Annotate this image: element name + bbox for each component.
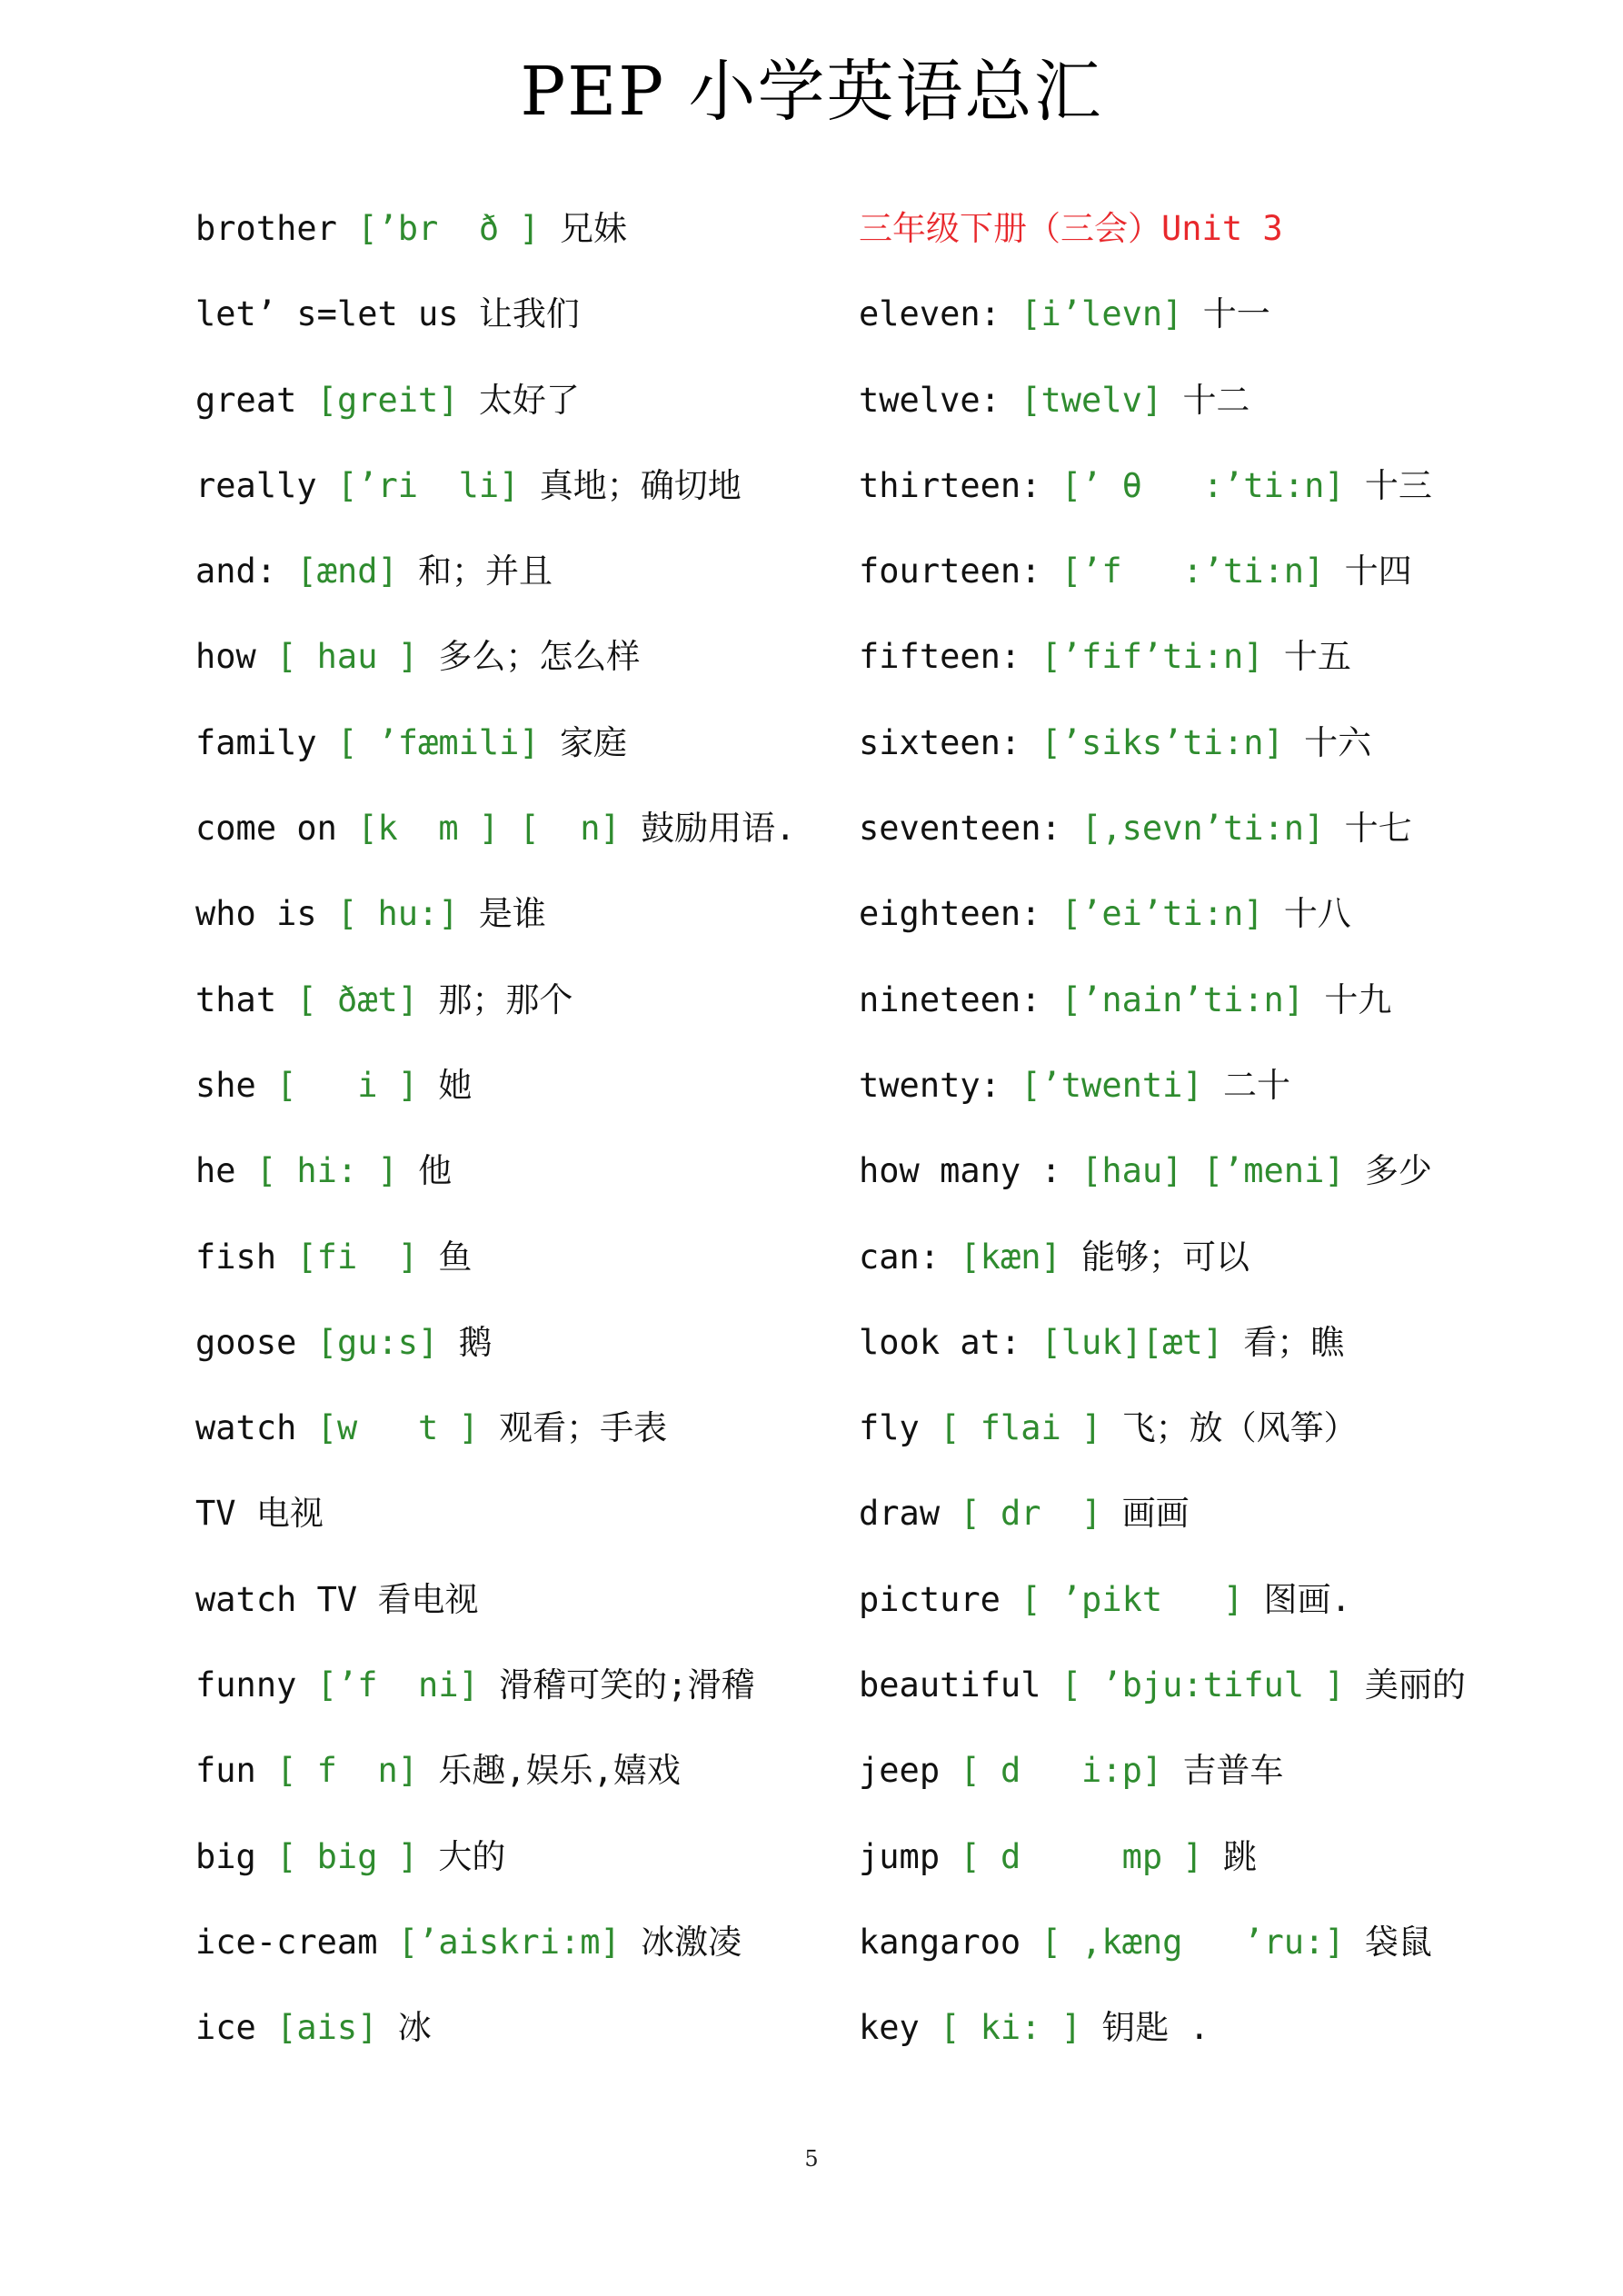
vocab-phonetic: [’f ni] [316, 1665, 479, 1705]
vocab-phonetic: [ ðæt] [296, 979, 419, 1019]
vocab-entry [195, 202, 850, 287]
vocab-entry [195, 1059, 850, 1144]
vocab-word: nineteen: [859, 979, 1041, 1019]
vocab-phonetic: [twelv] [1021, 380, 1163, 420]
vocab-meaning: 吉普车 [1182, 1751, 1284, 1791]
right-entry-list [859, 287, 1513, 2086]
vocab-word: jeep [859, 1751, 941, 1791]
vocab-phonetic: [hau] [’meni] [1081, 1151, 1345, 1191]
page-number: 5 [804, 2146, 819, 2172]
vocab-phonetic: [k m ] [ n] [357, 809, 621, 849]
vocab-entry [195, 373, 850, 459]
vocab-word: draw [859, 1494, 941, 1534]
vocab-phonetic: [ dr ] [960, 1494, 1102, 1534]
vocab-entry [859, 1316, 1513, 1401]
vocab-word: family [195, 722, 317, 762]
vocab-entry [195, 1401, 850, 1486]
vocab-meaning: 电视 [255, 1494, 324, 1534]
vocab-phonetic: [kæn] [960, 1237, 1061, 1277]
vocab-word: TV [195, 1494, 236, 1534]
vocab-word: twelve: [859, 380, 1001, 420]
vocab-word: fun [195, 1751, 256, 1791]
vocab-word: sixteen: [859, 722, 1021, 762]
vocab-meaning: 画画 [1121, 1494, 1190, 1534]
vocab-entry [195, 1830, 850, 1915]
vocab-phonetic: [ ,kæng ’ru:] [1041, 1922, 1345, 1962]
page-title: PEP 小学英语总汇 [520, 53, 1103, 131]
vocab-word: can: [859, 1237, 941, 1277]
vocab-meaning: 二十 [1222, 1065, 1290, 1105]
vocab-meaning: 滑稽可笑的;滑稽 [499, 1665, 755, 1705]
vocab-entry [859, 973, 1513, 1059]
vocab-entry [859, 1573, 1513, 1658]
vocab-meaning: 乐趣,娱乐,嬉戏 [438, 1751, 681, 1791]
vocab-meaning: 十九 [1324, 979, 1392, 1019]
vocab-phonetic: [ i ] [276, 1065, 419, 1105]
vocab-entry [195, 1316, 850, 1401]
vocab-word: big [195, 1836, 256, 1876]
vocab-entry [859, 1059, 1513, 1144]
vocab-entry [859, 630, 1513, 715]
vocab-phonetic: [ flai ] [940, 1408, 1102, 1448]
vocab-word: fifteen: [859, 637, 1021, 677]
vocab-entry [859, 1658, 1513, 1744]
vocab-meaning: 十八 [1283, 894, 1351, 934]
vocab-word: he [195, 1151, 236, 1191]
vocab-entry [195, 716, 850, 801]
vocab-meaning: 钥匙 . [1101, 2008, 1210, 2048]
vocab-entry [195, 1144, 850, 1229]
vocab-word: really [195, 465, 317, 505]
vocab-entry [195, 1915, 850, 2001]
vocab-meaning: 十一 [1202, 294, 1270, 334]
vocab-entry [195, 544, 850, 630]
vocab-word: ice-cream [195, 1922, 378, 1962]
vocab-meaning: 冰激凌 [641, 1922, 742, 1962]
vocab-entry [859, 459, 1513, 544]
vocab-meaning: 飞；放（风筝） [1121, 1408, 1358, 1448]
vocab-phonetic: [w t ] [316, 1408, 479, 1448]
vocab-phonetic: [ hu:] [336, 894, 459, 934]
vocab-entry [859, 1486, 1513, 1572]
vocab-word: ice [195, 2008, 256, 2048]
vocab-entry [859, 801, 1513, 887]
vocab-meaning: 多少 [1364, 1151, 1432, 1191]
vocab-word: goose [195, 1322, 297, 1362]
vocab-meaning: 家庭 [559, 722, 627, 762]
vocab-phonetic: [ ’fæmili] [336, 722, 540, 762]
vocab-word: fly [859, 1408, 920, 1448]
vocab-phonetic: [ hi: ] [255, 1151, 398, 1191]
vocab-phonetic: [greit] [316, 380, 459, 420]
vocab-entry [859, 1401, 1513, 1486]
vocab-entry [859, 1230, 1513, 1316]
vocab-word: twenty: [859, 1065, 1001, 1105]
vocab-phonetic: [ais] [276, 2008, 378, 2048]
vocab-meaning: 能够；可以 [1081, 1237, 1250, 1277]
vocab-phonetic: [’br ð ] [357, 209, 540, 248]
vocab-word: funny [195, 1665, 297, 1705]
vocab-entry [195, 1230, 850, 1316]
vocab-word: come on [195, 809, 337, 849]
vocab-word: eighteen: [859, 894, 1041, 934]
vocab-phonetic: [’ri li] [336, 465, 520, 505]
vocab-meaning: 看电视 [377, 1579, 479, 1619]
vocab-word: picture [859, 1579, 1001, 1619]
vocab-entry [859, 373, 1513, 459]
vocab-meaning: 鼓励用语. [641, 809, 796, 849]
vocab-meaning: 和；并且 [418, 552, 553, 591]
vocab-word: and: [195, 552, 277, 591]
left-column [195, 202, 850, 2087]
vocab-phonetic: [ f n] [276, 1751, 419, 1791]
vocab-phonetic: [’ei’ti:n] [1060, 894, 1264, 934]
vocab-word: look at: [859, 1322, 1021, 1362]
right-column [859, 202, 1513, 2087]
vocab-meaning: 图画. [1263, 1579, 1351, 1619]
vocab-entry [195, 1486, 850, 1572]
vocab-entry [195, 1658, 850, 1744]
vocab-entry [195, 973, 850, 1059]
vocab-phonetic: [luk][æt] [1041, 1322, 1223, 1362]
vocab-entry [195, 1573, 850, 1658]
vocab-phonetic: [’nain’ti:n] [1060, 979, 1305, 1019]
vocab-meaning: 看；瞧 [1243, 1322, 1345, 1362]
vocab-phonetic: [ big ] [276, 1836, 419, 1876]
vocab-entry [195, 887, 850, 972]
vocab-phonetic: [ ’pikt ] [1021, 1579, 1244, 1619]
vocab-phonetic: [ ki: ] [940, 2008, 1082, 2048]
vocab-meaning: 让我们 [478, 294, 580, 334]
vocab-meaning: 真地；确切地 [539, 465, 742, 505]
vocab-meaning: 鹅 [458, 1322, 493, 1362]
vocab-word: seventeen: [859, 809, 1061, 849]
vocab-word: key [859, 2008, 920, 2048]
vocab-entry [859, 716, 1513, 801]
vocab-entry [859, 887, 1513, 972]
vocab-phonetic: [ ’bju:tiful ] [1060, 1665, 1345, 1705]
vocab-meaning: 袋鼠 [1364, 1922, 1432, 1962]
vocab-meaning: 观看；手表 [499, 1408, 668, 1448]
vocab-word: watch TV [195, 1579, 358, 1619]
vocab-entry [859, 2001, 1513, 2086]
vocab-phonetic: [ænd] [296, 552, 398, 591]
vocab-word: jump [859, 1836, 941, 1876]
vocab-phonetic: [’siks’ti:n] [1041, 722, 1284, 762]
vocab-phonetic: [gu:s] [316, 1322, 439, 1362]
vocab-word: how many : [859, 1151, 1061, 1191]
vocab-entry [859, 1830, 1513, 1915]
vocab-phonetic: [,sevn’ti:n] [1081, 809, 1325, 849]
vocab-entry [859, 544, 1513, 630]
vocab-meaning: 十三 [1364, 465, 1432, 505]
vocab-meaning: 她 [438, 1065, 473, 1105]
unit-heading: 三年级下册（三会）Unit 3 [859, 209, 1283, 248]
vocab-word: fish [195, 1237, 277, 1277]
vocab-meaning: 是谁 [478, 894, 546, 934]
vocab-meaning: 兄妹 [559, 209, 627, 248]
vocab-meaning: 鱼 [438, 1237, 473, 1277]
vocab-entry [195, 1744, 850, 1829]
vocab-word: fourteen: [859, 552, 1041, 591]
vocab-meaning: 十五 [1283, 637, 1351, 677]
vocab-word: how [195, 637, 256, 677]
vocab-word: watch [195, 1408, 297, 1448]
vocab-entry [859, 287, 1513, 373]
vocab-phonetic: [ d mp ] [960, 1836, 1203, 1876]
vocab-meaning: 多么；怎么样 [438, 637, 641, 677]
vocab-word: eleven: [859, 294, 1001, 334]
vocab-word: great [195, 380, 297, 420]
vocab-phonetic: [’fif’ti:n] [1041, 637, 1264, 677]
vocab-meaning: 跳 [1222, 1836, 1257, 1876]
vocab-phonetic: [’ θ :’ti:n] [1060, 465, 1345, 505]
vocab-word: she [195, 1065, 256, 1105]
vocab-word: thirteen: [859, 465, 1041, 505]
vocab-word: beautiful [859, 1665, 1041, 1705]
vocab-entry [195, 2001, 850, 2086]
vocab-word: who is [195, 894, 317, 934]
vocab-phonetic: [’twenti] [1021, 1065, 1203, 1105]
vocab-phonetic: [ hau ] [276, 637, 419, 677]
vocab-entry [195, 459, 850, 544]
vocab-meaning: 那；那个 [438, 979, 573, 1019]
vocab-meaning: 太好了 [478, 380, 580, 420]
vocab-phonetic: [’aiskri:m] [397, 1922, 621, 1962]
vocab-phonetic: [ d i:p] [960, 1751, 1163, 1791]
vocab-entry [859, 1744, 1513, 1829]
vocab-entry [195, 287, 850, 373]
vocab-word: brother [195, 209, 337, 248]
vocab-entry [859, 1915, 1513, 2001]
vocab-meaning: 美丽的 [1364, 1665, 1466, 1705]
vocab-phonetic: [fi ] [296, 1237, 419, 1277]
vocab-entry [859, 1144, 1513, 1229]
vocab-word: kangaroo [859, 1922, 1021, 1962]
vocab-meaning: 他 [418, 1151, 453, 1191]
vocab-phonetic: [i’levn] [1021, 294, 1183, 334]
vocab-meaning: 十六 [1304, 722, 1372, 762]
vocab-word: let’ s=let us [195, 294, 459, 334]
vocab-meaning: 十七 [1344, 809, 1412, 849]
vocab-word: that [195, 979, 277, 1019]
vocab-meaning: 大的 [438, 1836, 506, 1876]
vocab-meaning: 十四 [1344, 552, 1412, 591]
vocab-meaning: 十二 [1182, 380, 1250, 420]
vocab-phonetic: [’f :’ti:n] [1060, 552, 1325, 591]
vocab-meaning: 冰 [397, 2008, 432, 2048]
vocab-entry [195, 630, 850, 715]
vocab-entry [195, 801, 850, 887]
